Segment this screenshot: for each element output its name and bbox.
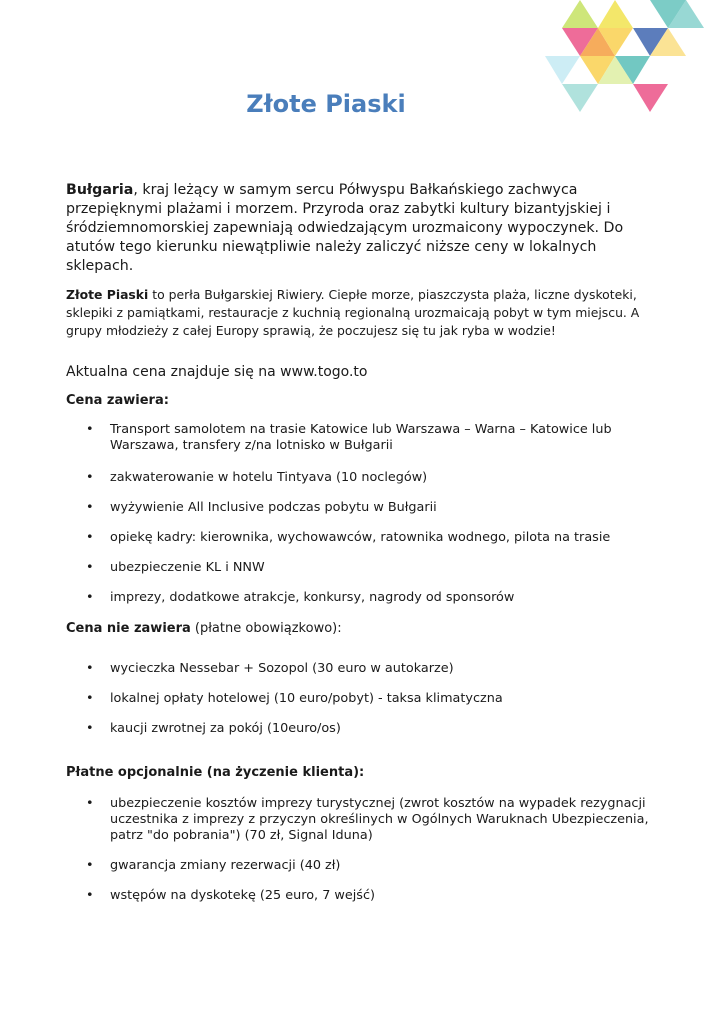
list-item: • wycieczka Nessebar + Sozopol (30 euro w autokarze) [66,661,656,677]
intro-bold: Bułgaria [66,182,134,198]
list-item: • kaucji zwrotnej za pokój (10euro/os) [66,721,656,737]
list-item: • wstępów na dyskotekę (25 euro, 7 wejść) [66,888,656,904]
list-item: • imprezy, dodatkowe atrakcje, konkursy, nagrody od sponsorów [66,590,656,606]
excludes-heading [66,621,656,637]
optional-heading: Płatne opcjonalnie (na życzenie klienta): [66,765,365,780]
excludes-heading-text: Cena nie zawiera [66,621,191,636]
price-note: Aktualna cena znajduje się na www.togo.to [66,364,368,380]
intro-text: , kraj leżący w samym sercu Półwyspu Bałkańskiego zachwyca przepięknymi plażami i morzem. Przyroda oraz zabytki kultury bizantyjskiej i śródziemnomorskiej zapewniają odwiedzającym urozmaicony wypoczynek. Do atutów tego kierunku niewątpliwie należy zaliczyć niższe ceny w lokalnych sklepach. [66,182,624,274]
resort-bold: Złote Piaski [66,287,149,302]
logo-triangle [545,56,580,84]
list-item: • wyżywienie All Inclusive podczas pobytu w Bułgarii [66,500,656,516]
list-item: • ubezpieczenie kosztów imprezy turystycznej (zwrot kosztów na wypadek rezygnacji uczestnika z imprezy z przyczyn określinych w Ogólnych Waruknach Ubezpieczenia, patrz "do pobrania") (70 zł, Signal Iduna) [66,796,656,844]
logo-triangle [598,0,633,28]
list-item: • gwarancja zmiany rezerwacji (40 zł) [66,858,656,874]
list-item: • lokalnej opłaty hotelowej (10 euro/pobyt) - taksa klimatyczna [66,691,656,707]
logo-triangle [562,0,598,28]
list-item: • opiekę kadry: kierownika, wychowawców, ratownika wodnego, pilota na trasie [66,530,656,546]
page-title: Złote Piaski [246,90,406,118]
resort-text: to perła Bułgarskiej Riwiery. Ciepłe morze, piaszczysta plaża, liczne dyskoteki, sklepiki z pamiątkami, restauracje z kuchnią regionalną urozmaicają pobyt w tym miejscu. A grupy młodzieży z całej Europy sprawią, że poczujesz się tu jak ryba w wodzie! [66,287,640,338]
excludes-heading-note: (płatne obowiązkowo): [190,621,342,636]
list-item: • ubezpieczenie KL i NNW [66,560,656,576]
resort-paragraph [66,286,656,340]
list-item: • Transport samolotem na trasie Katowice lub Warszawa – Warna – Katowice lub Warszawa, transfery z/na lotnisko w Bułgarii [66,422,656,454]
list-item: • zakwaterowanie w hotelu Tintyava (10 noclegów) [66,470,656,486]
includes-heading: Cena zawiera: [66,393,169,408]
intro-paragraph [66,181,656,276]
